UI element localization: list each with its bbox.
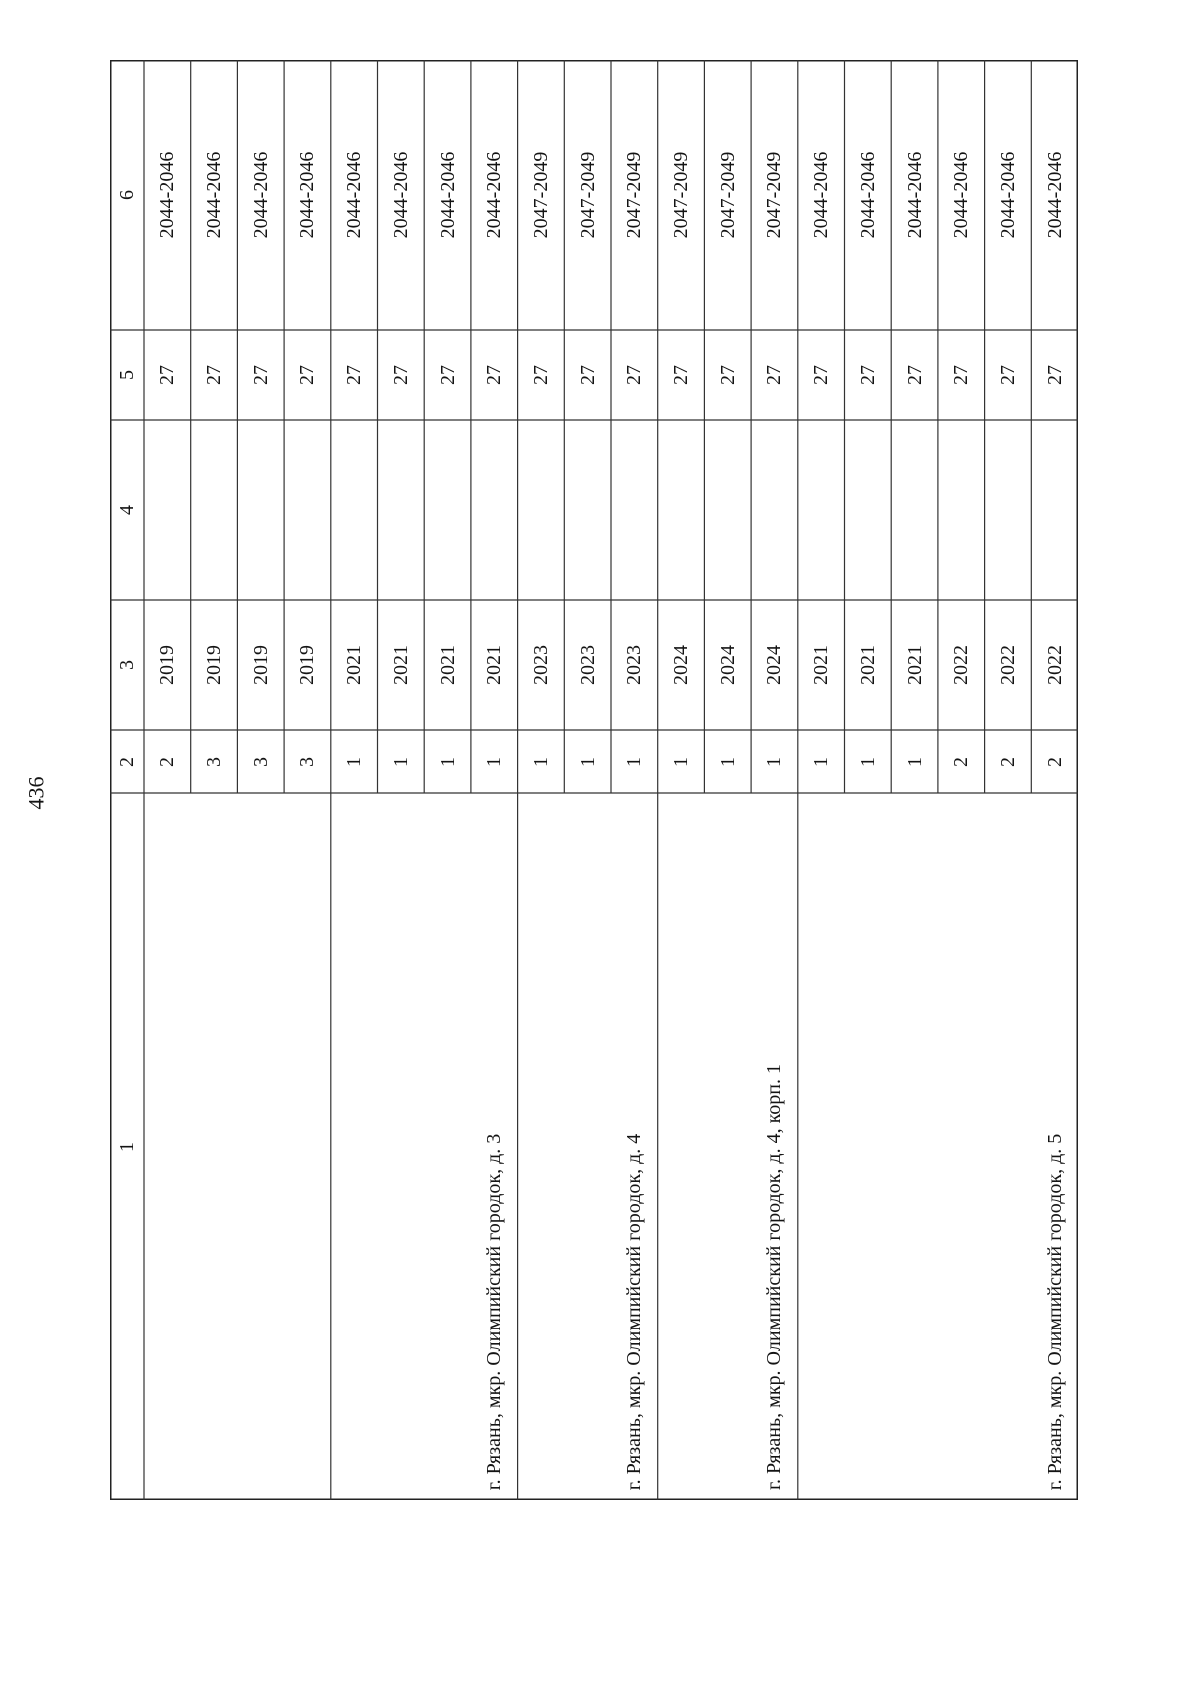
table-cell-c2: 1 <box>436 756 459 767</box>
table-cell-c6: 2044-2046 <box>203 151 226 239</box>
table-cell-c3: 2021 <box>343 645 366 685</box>
table-cell-c5: 27 <box>950 365 973 385</box>
table-cell-c6: 2044-2046 <box>249 151 272 239</box>
table-cell-c6: 2044-2046 <box>950 151 973 239</box>
table-cell-c6: 2044-2046 <box>436 151 459 239</box>
table-cell-c6: 2044-2046 <box>810 151 833 239</box>
table-cell-c3: 2023 <box>529 645 552 685</box>
table-cell-c6: 2044-2046 <box>156 151 179 239</box>
table-cell-c5: 27 <box>1043 365 1066 385</box>
table-cell-c5: 27 <box>296 365 319 385</box>
table-cell-c2: 2 <box>156 756 179 767</box>
table-cell-c2: 2 <box>1043 756 1066 767</box>
table-cell-c3: 2021 <box>483 645 506 685</box>
table-cell-c5: 27 <box>156 365 179 385</box>
table-cell-c2: 1 <box>623 756 646 767</box>
table-cell-c5: 27 <box>389 365 412 385</box>
table-border <box>111 61 1078 1500</box>
address-cell: г. Рязань, мкр. Олимпийский городок, д. 4 <box>623 1133 646 1490</box>
table-cell-c6: 2047-2049 <box>763 151 786 239</box>
table-cell-c2: 1 <box>343 756 366 767</box>
column-header-6: 6 <box>116 190 138 200</box>
column-header-5: 5 <box>116 370 138 380</box>
address-cell: г. Рязань, мкр. Олимпийский городок, д. 3 <box>483 1133 506 1490</box>
table-cell-c2: 2 <box>950 756 973 767</box>
address-cell: г. Рязань, мкр. Олимпийский городок, д. 5 <box>1043 1133 1066 1490</box>
table-cell-c5: 27 <box>529 365 552 385</box>
table-cell-c3: 2021 <box>389 645 412 685</box>
table-cell-c2: 1 <box>529 756 552 767</box>
table-cell-c5: 27 <box>483 365 506 385</box>
table-cell-c3: 2019 <box>249 645 272 685</box>
table-cell-c3: 2023 <box>576 645 599 685</box>
table-cell-c2: 3 <box>203 756 226 767</box>
table-cell-c3: 2022 <box>996 645 1019 685</box>
table-cell-c5: 27 <box>623 365 646 385</box>
column-header-2: 2 <box>116 756 138 767</box>
table-cell-c3: 2021 <box>903 645 926 685</box>
rotated-data-table <box>110 60 1078 1500</box>
table-cell-c5: 27 <box>903 365 926 385</box>
column-header-1: 1 <box>116 1141 138 1152</box>
table-cell-c3: 2024 <box>763 645 786 685</box>
table-cell-c6: 2044-2046 <box>483 151 506 239</box>
table-cell-c3: 2021 <box>856 645 879 685</box>
column-header-3: 3 <box>116 660 138 670</box>
table-cell-c6: 2047-2049 <box>716 151 739 239</box>
table-cell-c2: 3 <box>249 756 272 767</box>
table-cell-c6: 2044-2046 <box>996 151 1019 239</box>
table-cell-c2: 1 <box>856 756 879 767</box>
table-cell-c5: 27 <box>810 365 833 385</box>
table-grid <box>110 60 1078 1500</box>
table-cell-c5: 27 <box>343 365 366 385</box>
table-cell-c3: 2021 <box>436 645 459 685</box>
table-cell-c6: 2044-2046 <box>856 151 879 239</box>
table-cell-c5: 27 <box>996 365 1019 385</box>
table-cell-c2: 1 <box>763 756 786 767</box>
table-cell-c2: 1 <box>903 756 926 767</box>
table-cell-c2: 3 <box>296 756 319 767</box>
table-cell-c6: 2044-2046 <box>389 151 412 239</box>
table-cell-c5: 27 <box>203 365 226 385</box>
table-cell-c2: 1 <box>810 756 833 767</box>
table-cell-c3: 2022 <box>1043 645 1066 685</box>
table-cell-c3: 2024 <box>716 645 739 685</box>
table-cell-c3: 2021 <box>810 645 833 685</box>
table-cell-c2: 1 <box>716 756 739 767</box>
table-cell-c2: 2 <box>996 756 1019 767</box>
table-cell-c6: 2047-2049 <box>623 151 646 239</box>
table-cell-c5: 27 <box>249 365 272 385</box>
table-cell-c6: 2047-2049 <box>670 151 693 239</box>
table-cell-c5: 27 <box>670 365 693 385</box>
table-cell-c6: 2047-2049 <box>529 151 552 239</box>
table-cell-c6: 2044-2046 <box>296 151 319 239</box>
table-cell-c5: 27 <box>716 365 739 385</box>
table-cell-c6: 2044-2046 <box>903 151 926 239</box>
table-cell-c2: 1 <box>576 756 599 767</box>
table-cell-c5: 27 <box>436 365 459 385</box>
table-cell-c5: 27 <box>576 365 599 385</box>
table-cell-c6: 2047-2049 <box>576 151 599 239</box>
column-header-4: 4 <box>116 505 138 515</box>
table-cell-c3: 2022 <box>950 645 973 685</box>
table-cell-c3: 2019 <box>296 645 319 685</box>
address-cell: г. Рязань, мкр. Олимпийский городок, д. 4, корп. 1 <box>763 1064 786 1490</box>
table-cell-c2: 1 <box>483 756 506 767</box>
table-cell-c5: 27 <box>856 365 879 385</box>
table-cell-c3: 2024 <box>670 645 693 685</box>
table-cell-c6: 2044-2046 <box>343 151 366 239</box>
page-number: 436 <box>23 776 49 810</box>
table-cell-c3: 2023 <box>623 645 646 685</box>
table-cell-c3: 2019 <box>156 645 179 685</box>
table-cell-c5: 27 <box>763 365 786 385</box>
table-cell-c6: 2044-2046 <box>1043 151 1066 239</box>
table-cell-c2: 1 <box>670 756 693 767</box>
table-cell-c3: 2019 <box>203 645 226 685</box>
table-cell-c2: 1 <box>389 756 412 767</box>
